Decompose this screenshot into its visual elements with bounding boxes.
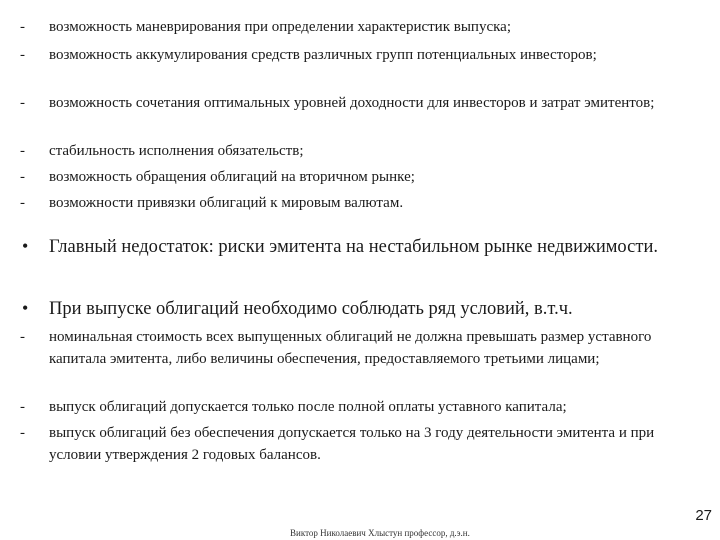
list-item-text: стабильность исполнения обязательств; [49,143,304,159]
bullet-marker: • [22,236,29,256]
dash-marker: - [20,19,25,35]
list-item-text: возможность маневрирования при определении характеристик выпуска; [49,19,511,35]
footer-author: Виктор Николаевич Хлыстун профессор, д.э.н. [290,528,470,538]
bullet-text: Главный недостаток: риски эмитента на нестабильном рынке недвижимости. [49,237,658,257]
list-item-text: возможность сочетания оптимальных уровней доходности для инвесторов и затрат эмитентов; [49,95,655,111]
dash-marker: - [20,169,25,185]
bullet-text: При выпуске облигаций необходимо соблюдать ряд условий, в.т.ч. [49,299,573,319]
dash-marker: - [20,399,25,415]
dash-marker: - [20,195,25,211]
list-item-text: выпуск облигаций без обеспечения допускается только на 3 году деятельности эмитента и при условии утверждения 2 годовых балансов. [49,425,655,463]
bullet-marker: • [22,298,29,318]
list-item-text: возможность аккумулирования средств различных групп потенциальных инвесторов; [49,47,597,63]
list-item-text: возможности привязки облигаций к мировым валютам. [49,195,404,211]
page-number: 27 [695,507,712,524]
dash-marker: - [20,329,25,345]
dash-marker: - [20,47,25,63]
list-item-text: номинальная стоимость всех выпущенных облигаций не должна превышать размер уставного капитала эмитента, либо величины обеспечения, предоставляемого третьими лицами; [49,329,652,367]
list-item-text: возможность обращения облигаций на вторичном рынке; [49,169,415,185]
dash-marker: - [20,143,25,159]
list-item-text: выпуск облигаций допускается только после полной оплаты уставного капитала; [49,399,567,415]
dash-marker: - [20,95,25,111]
dash-marker: - [20,425,25,441]
